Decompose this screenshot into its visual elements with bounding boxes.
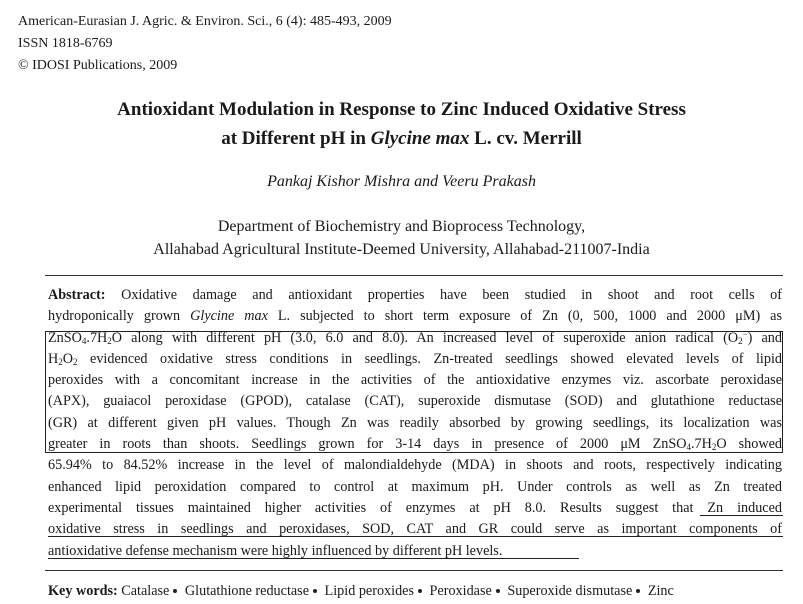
- abstract-line: $H_2O_2$ evidenced oxidative stress conditions in seedlings. Zn-treated seedlings showed elevated levels of lipid: [48, 350, 782, 367]
- abstract-line: antioxidative defense mechanism were highly influenced by different pH levels.: [48, 542, 503, 559]
- paper-title-line-1: Antioxidant Modulation in Response to Zinc Induced Oxidative Stress: [117, 99, 686, 120]
- keyword: Peroxidase: [429, 583, 492, 599]
- bottom-rule: [45, 570, 783, 571]
- keyword: Catalase: [121, 583, 170, 599]
- keyword: Glutathione reductase: [184, 583, 309, 599]
- abstract-line: peroxides with a concomitant increase in the activities of the antioxidative enzymes viz. ascorbate peroxidase: [48, 372, 782, 389]
- abstract-line: greater in roots than shoots. Seedlings grown for 3-14 days in presence of 2000 μM $ZnSO_4.7H_2O$ showed: [48, 436, 782, 453]
- authors: Pankaj Kishor Mishra and Veeru Prakash: [267, 173, 536, 190]
- abstract-line: (GR) at different given pH values. Though Zn was readily absorbed by growing seedlings, its localization was: [48, 414, 782, 431]
- abstract-line: oxidative stress in seedlings and peroxidases, SOD, CAT and GR could serve as important components of: [48, 521, 782, 538]
- abstract-label: Abstract:: [48, 287, 106, 303]
- issn: ISSN 1818-6769: [18, 36, 113, 51]
- affiliation-line-2: Allahabad Agricultural Institute-Deemed University, Allahabad-211007-India: [153, 241, 650, 258]
- abstract-line: enhanced lipid peroxidation compared to control at maximum pH. Under controls as well as Zn treated: [48, 478, 782, 495]
- annotation-underline: [48, 558, 579, 559]
- bullet-icon: [636, 589, 640, 593]
- bullet-icon: [313, 589, 317, 593]
- keyword: Superoxide dismutase: [507, 583, 633, 599]
- keywords: [48, 583, 782, 600]
- affiliation-line-1: Department of Biochemistry and Bioprocess Technology,: [217, 218, 586, 235]
- keyword: Lipid peroxides: [324, 583, 414, 599]
- abstract-line: Abstract: Oxidative damage and antioxidant properties have been studied in shoot and root cells of: [48, 287, 782, 303]
- top-rule: [45, 275, 783, 276]
- bullet-icon: [496, 589, 500, 593]
- abstract: [48, 285, 782, 562]
- annotation-underline: [700, 515, 783, 516]
- abstract-line: experimental tissues maintained higher activities of enzymes at pH 8.0. Results suggest that Zn induced: [48, 499, 782, 516]
- abstract-line: 65.94% to 84.52% increase in the level of malondialdehyde (MDA) in shoots and roots, respectively indicating: [48, 457, 782, 474]
- keyword: Zinc: [647, 583, 674, 599]
- bullet-icon: [173, 589, 177, 593]
- paper-title-line-2: at Different pH in Glycine max L. cv. Merrill: [221, 128, 582, 149]
- keywords-label: Key words:: [48, 583, 118, 599]
- annotation-underline: [48, 536, 783, 537]
- publisher-copyright: © IDOSI Publications, 2009: [18, 58, 178, 73]
- abstract-line: hydroponically grown Glycine max L. subjected to short term exposure of Zn (0, 500, 1000 and 2000 μM) as: [48, 308, 782, 325]
- journal-citation: American-Eurasian J. Agric. & Environ. Sci., 6 (4): 485-493, 2009: [18, 14, 392, 29]
- abstract-line: $ZnSO_4.7H_2O$ along with different pH (3.0, 6.0 and 8.0). An increased level of superoxide anion radical $(O_2^-)$ and: [48, 328, 782, 346]
- abstract-line: (APX), guaiacol peroxidase (GPOD), catalase (CAT), superoxide dismutase (SOD) and glutathione reductase: [48, 393, 782, 410]
- bullet-icon: [418, 589, 422, 593]
